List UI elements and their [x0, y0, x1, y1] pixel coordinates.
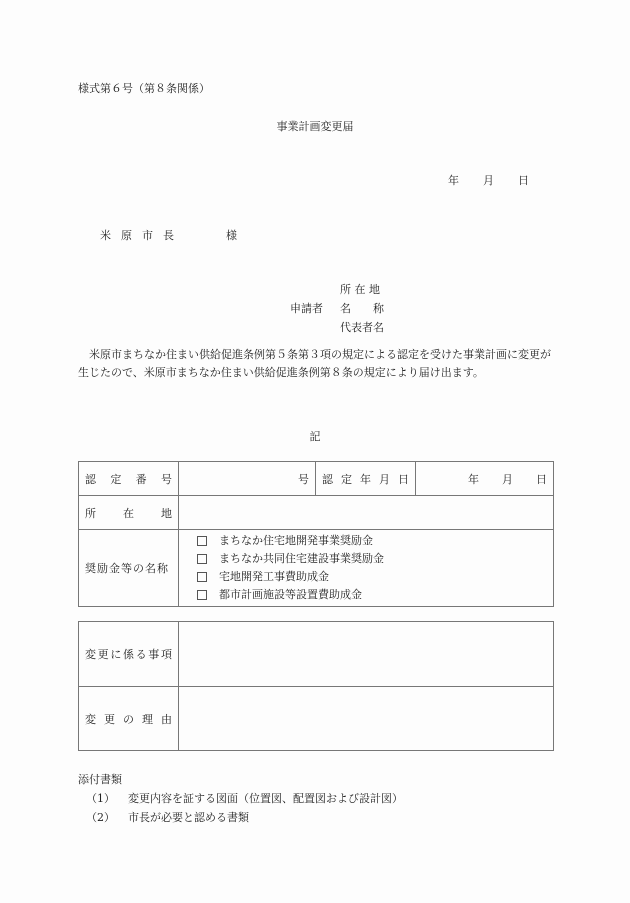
- addressee-honorific: 様: [226, 229, 237, 242]
- attachment-item: （1） 変更内容を証する図面（位置図、配置図および設計図）: [86, 792, 403, 805]
- checkbox-icon[interactable]: [197, 572, 207, 582]
- date-month: 月: [483, 174, 494, 187]
- applicant-label: 申請者: [290, 302, 323, 315]
- addressee-name: 米原市長: [100, 229, 184, 242]
- document-title: 事業計画変更届: [276, 120, 354, 133]
- applicant-name-label: 名 称: [340, 302, 384, 315]
- applicant-block: [290, 280, 384, 337]
- date-year: 年: [448, 174, 459, 187]
- certification-table: [78, 461, 554, 607]
- subsidy-option[interactable]: 宅地開発工事費助成金: [197, 568, 535, 586]
- subsidy-option[interactable]: まちなか住宅地開発事業奨励金: [197, 532, 535, 550]
- applicant-address-label: 所 在 地: [340, 283, 380, 296]
- body-text: 米原市まちなか住まい供給促進条例第５条第３項の規定による認定を受けた事業計画に変更が生じたので、米原市まちなか住まい供給促進条例第８条の規定により届け出ます。: [78, 348, 551, 379]
- subsidy-options: [179, 530, 554, 607]
- cert-date-label: 認 定 年 月 日: [316, 462, 416, 496]
- cert-date-field[interactable]: 年 月 日: [416, 462, 554, 496]
- change-reason-field[interactable]: [179, 687, 554, 751]
- change-table: [78, 621, 554, 751]
- attachments-title: 添付書類: [78, 773, 122, 786]
- subsidy-option[interactable]: 都市計画施設等設置費助成金: [197, 586, 535, 604]
- checkbox-icon[interactable]: [197, 536, 207, 546]
- subsidy-label: 奨励金等の名称: [79, 530, 179, 607]
- ki-heading: 記: [309, 430, 321, 443]
- checkbox-icon[interactable]: [197, 590, 207, 600]
- attachment-item: （2） 市長が必要と認める書類: [86, 811, 249, 824]
- location-field[interactable]: [179, 496, 554, 530]
- change-items-field[interactable]: [179, 622, 554, 687]
- location-label: 所 在 地: [79, 496, 179, 530]
- cert-number-field[interactable]: 号: [179, 462, 316, 496]
- applicant-representative-label: 代表者名: [340, 321, 384, 334]
- cert-number-label: 認 定 番 号: [79, 462, 179, 496]
- date-day: 日: [518, 174, 529, 187]
- checkbox-icon[interactable]: [197, 554, 207, 564]
- subsidy-option[interactable]: まちなか共同住宅建設事業奨励金: [197, 550, 535, 568]
- change-items-label: 変 更 に 係 る 事 項: [79, 622, 179, 687]
- change-reason-label: 変 更 の 理 由: [79, 687, 179, 751]
- form-number: 様式第６号（第８条関係）: [78, 82, 210, 95]
- submission-date: [448, 172, 529, 188]
- attachments: [78, 770, 403, 827]
